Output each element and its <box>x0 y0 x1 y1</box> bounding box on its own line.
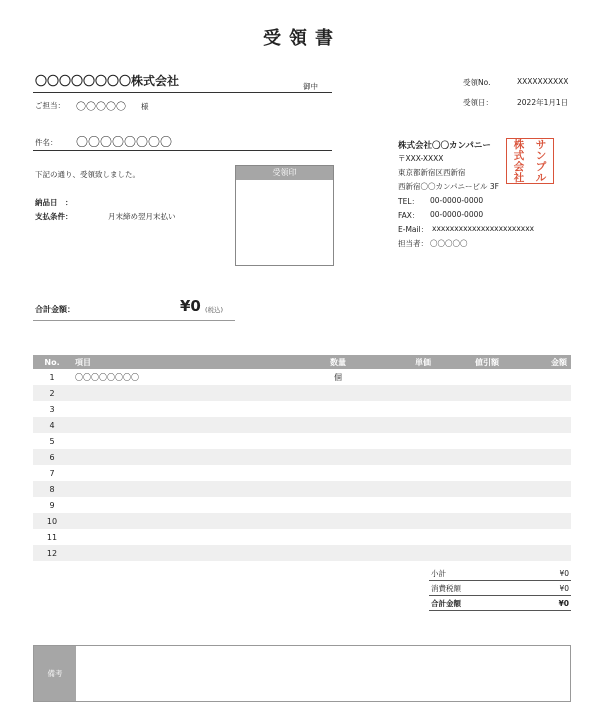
cell-discount <box>435 545 503 561</box>
table-row <box>33 449 571 465</box>
table-row <box>33 497 571 513</box>
receipt-stamp-label: 受領印 <box>236 166 333 180</box>
cell-amount <box>503 417 571 433</box>
message: 下記の通り、受領致しました。 <box>35 170 140 179</box>
cell-unit-price <box>367 545 435 561</box>
cell-unit-price <box>367 529 435 545</box>
receipt-date-value: 2022年1月1日 <box>517 98 569 107</box>
cell-no: 2 <box>33 385 71 401</box>
tax-label: 消費税額 <box>429 581 529 596</box>
seal-col-1: サ ン プ ル <box>535 139 547 184</box>
cell-qty <box>309 433 367 449</box>
cell-item <box>71 401 309 417</box>
cell-item <box>71 449 309 465</box>
table-row <box>33 417 571 433</box>
cell-item <box>71 513 309 529</box>
issuer-staff: 〇〇〇〇〇 <box>430 239 468 248</box>
payment-terms-label: 支払条件： <box>35 212 73 221</box>
total-underline <box>33 320 235 321</box>
cell-unit-price <box>367 513 435 529</box>
cell-qty <box>309 529 367 545</box>
table-row <box>33 481 571 497</box>
col-header-unit-price: 単価 <box>367 355 435 369</box>
cell-item <box>71 385 309 401</box>
subtotal-label: 小計 <box>429 566 529 581</box>
summary-subtotal-row <box>429 566 571 581</box>
cell-item <box>71 497 309 513</box>
cell-item <box>71 417 309 433</box>
issuer-email: xxxxxxxxxxxxxxxxxxxxxxx <box>432 224 535 233</box>
seal-col-2: 株 式 会 社 <box>513 139 525 184</box>
remarks-label: 備考 <box>34 646 76 701</box>
issuer-fax: 00-0000-0000 <box>430 210 484 219</box>
cell-discount <box>435 401 503 417</box>
cell-amount <box>503 369 571 385</box>
table-row <box>33 433 571 449</box>
col-header-item: 項目 <box>71 355 309 369</box>
table-row <box>33 401 571 417</box>
summary-tax-row <box>429 581 571 596</box>
total-value: ¥0 <box>180 297 201 315</box>
document-title: 受領書 <box>263 28 341 49</box>
table-row <box>33 369 571 385</box>
issuer-address2: 西新宿〇〇カンパニービル 3F <box>398 182 499 191</box>
cell-unit-price <box>367 369 435 385</box>
cell-no: 12 <box>33 545 71 561</box>
cell-amount <box>503 385 571 401</box>
cell-discount <box>435 513 503 529</box>
tax-note: (税込) <box>205 306 224 314</box>
receipt-stamp-box <box>235 165 334 266</box>
cell-unit-price <box>367 385 435 401</box>
issuer-address1: 東京都新宿区西新宿 <box>398 168 466 177</box>
cell-discount <box>435 417 503 433</box>
cell-no: 6 <box>33 449 71 465</box>
cell-qty <box>309 465 367 481</box>
cell-no: 5 <box>49 436 55 446</box>
cell-amount <box>503 449 571 465</box>
items-table <box>33 355 571 561</box>
cell-qty <box>309 401 367 417</box>
cell-unit-price <box>367 449 435 465</box>
cell-qty <box>309 449 367 465</box>
cell-qty: 個 <box>334 372 342 382</box>
recipient-underline <box>33 92 332 93</box>
cell-unit-price <box>367 481 435 497</box>
cell-amount <box>503 433 571 449</box>
summary-table <box>429 566 571 611</box>
contact-honorific: 様 <box>141 102 149 111</box>
cell-unit-price <box>367 401 435 417</box>
cell-qty <box>309 417 367 433</box>
contact-name: 〇〇〇〇〇 <box>76 102 126 113</box>
company-seal <box>506 138 554 184</box>
subject-label: 件名： <box>35 138 58 147</box>
summary-total-value: ¥0 <box>529 596 571 611</box>
issuer-tel-label: TEL： <box>398 197 419 206</box>
cell-amount <box>503 513 571 529</box>
cell-amount <box>503 497 571 513</box>
cell-unit-price <box>367 465 435 481</box>
cell-qty <box>309 385 367 401</box>
tax-value: ¥0 <box>529 581 571 596</box>
issuer-email-label: E-Mail： <box>398 225 429 234</box>
cell-item <box>71 545 309 561</box>
col-header-no: No. <box>33 355 71 369</box>
cell-discount <box>435 481 503 497</box>
cell-no: 1 <box>49 372 55 382</box>
cell-amount <box>503 481 571 497</box>
table-row <box>33 465 571 481</box>
cell-discount <box>435 385 503 401</box>
col-header-discount: 値引額 <box>435 355 503 369</box>
cell-amount <box>503 465 571 481</box>
cell-amount <box>503 529 571 545</box>
table-row <box>33 529 571 545</box>
cell-discount <box>435 433 503 449</box>
cell-qty <box>309 545 367 561</box>
summary-total-row <box>429 596 571 611</box>
table-row <box>33 545 571 561</box>
cell-no: 4 <box>33 417 71 433</box>
cell-amount <box>503 401 571 417</box>
receipt-no-value: XXXXXXXXXX <box>517 77 569 86</box>
cell-no: 9 <box>49 500 55 510</box>
cell-no: 10 <box>33 513 71 529</box>
col-header-qty: 数量 <box>309 355 367 369</box>
summary-total-label: 合計金額 <box>429 596 529 611</box>
table-row <box>33 513 571 529</box>
cell-item <box>71 465 309 481</box>
cell-qty <box>309 513 367 529</box>
recipient-company: 〇〇〇〇〇〇〇〇株式会社 <box>35 74 180 88</box>
issuer-fax-label: FAX： <box>398 211 420 220</box>
cell-unit-price <box>367 433 435 449</box>
cell-item: 〇〇〇〇〇〇〇〇 <box>75 372 139 382</box>
cell-discount <box>435 497 503 513</box>
cell-discount <box>435 449 503 465</box>
issuer-staff-label: 担当者： <box>398 239 428 248</box>
cell-amount <box>503 545 571 561</box>
table-header-row <box>33 355 571 369</box>
remarks-box <box>33 645 571 702</box>
cell-qty <box>309 497 367 513</box>
cell-item <box>71 529 309 545</box>
payment-terms-value: 月末締め翌月末払い <box>108 212 176 221</box>
cell-item <box>71 481 309 497</box>
subtotal-value: ¥0 <box>529 566 571 581</box>
cell-discount <box>435 465 503 481</box>
cell-qty <box>309 481 367 497</box>
receipt-no-label: 受領No. <box>463 78 491 87</box>
cell-item <box>71 433 309 449</box>
receipt-date-label: 受領日： <box>463 98 493 107</box>
cell-discount <box>435 369 503 385</box>
subject-underline <box>33 150 332 151</box>
delivery-date-label: 納品日 ： <box>35 198 73 207</box>
cell-unit-price <box>367 497 435 513</box>
cell-discount <box>435 529 503 545</box>
remarks-field[interactable] <box>76 646 570 701</box>
cell-no: 7 <box>49 468 55 478</box>
cell-unit-price <box>367 417 435 433</box>
cell-no: 8 <box>33 481 71 497</box>
subject-value: 〇〇〇〇〇〇〇〇 <box>76 135 173 149</box>
total-label: 合計金額： <box>35 305 75 314</box>
col-header-amount: 金額 <box>503 355 571 369</box>
cell-no: 3 <box>49 404 55 414</box>
contact-label: ご担当： <box>35 101 65 110</box>
honorific: 御中 <box>303 82 318 91</box>
cell-no: 11 <box>46 532 58 542</box>
issuer-postal: 〒XXX-XXXX <box>398 154 444 163</box>
table-row <box>33 385 571 401</box>
issuer-tel: 00-0000-0000 <box>430 196 484 205</box>
issuer-company: 株式会社〇〇カンパニー <box>398 141 491 151</box>
